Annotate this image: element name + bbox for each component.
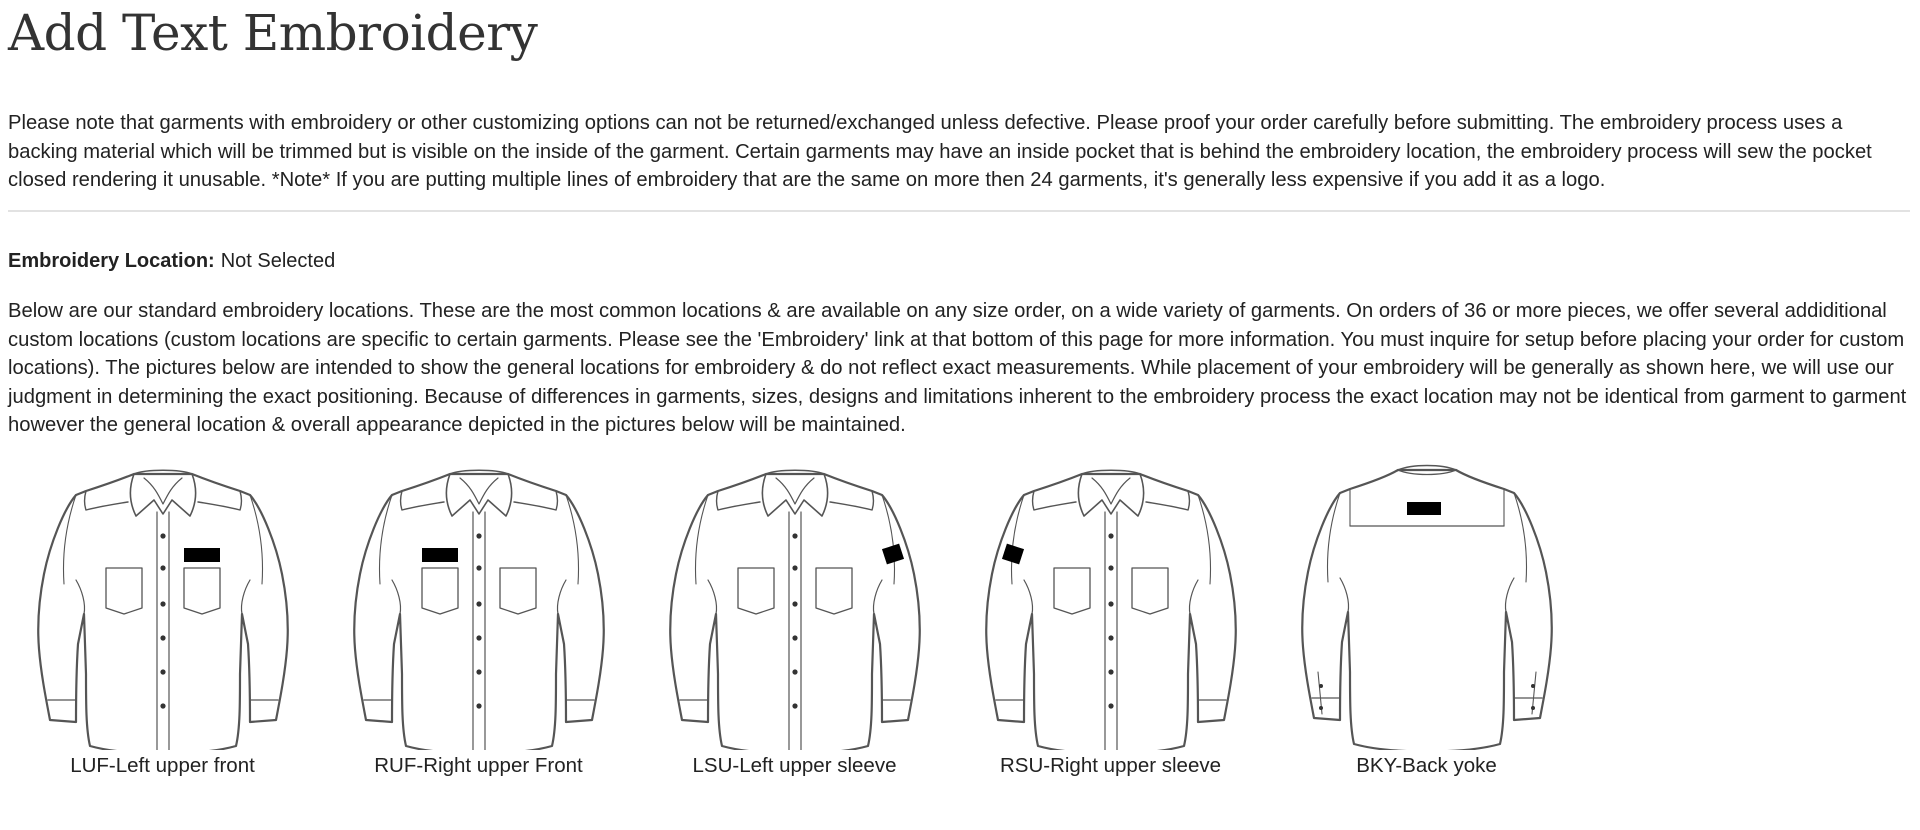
location-option-lsu[interactable]	[632, 458, 957, 788]
location-option-label: LUF-Left upper front	[70, 754, 255, 777]
location-option-label: LSU-Left upper sleeve	[692, 754, 897, 777]
shirt-front-icon	[36, 464, 290, 750]
shirt-front-icon	[352, 464, 606, 750]
shirt-front-icon	[668, 464, 922, 750]
location-option-label: BKY-Back yoke	[1356, 754, 1497, 777]
divider	[8, 210, 1910, 212]
shirt-back-icon	[1300, 464, 1554, 750]
embroidery-location-row	[8, 250, 335, 273]
page-title: Add Text Embroidery	[8, 4, 538, 62]
location-option-rsu[interactable]	[948, 458, 1273, 788]
location-option-label: RSU-Right upper sleeve	[999, 754, 1222, 777]
location-option-label: RUF-Right upper Front	[374, 754, 583, 777]
location-options	[0, 458, 1920, 788]
location-option-luf[interactable]	[0, 458, 325, 788]
location-option-ruf[interactable]	[316, 458, 641, 788]
embroidery-location-value: Not Selected	[220, 250, 336, 272]
shirt-front-icon	[984, 464, 1238, 750]
locations-description: Below are our standard embroidery locations. These are the most common locations & are available on any size order, on a wide variety of garments. On orders of 36 or more pieces, we offer several addiditional custom locations (custom locations are specific to certain garments. Please see the 'Embroidery' link at that bottom of this page for more information. You must inquire for setup before placing your order for custom locations). The pictures below are intended to show the general locations for embroidery & do not reflect exact measurements. While placement of your embroidery will be generally as shown here, we will use our judgment in determining the exact positioning. Because of differences in garments, sizes, designs and limitations inherent to the embroidery process the exact location may not be identical from garment to garment however the general location & overall appearance depicted in the pictures below will be maintained.	[8, 300, 1907, 436]
returns-notice: Please note that garments with embroidery or other customizing options can not be returned/exchanged unless defective. Please proof your order carefully before submitting. The embroidery process uses a backing material which will be trimmed but is visible on the inside of the garment. Certain garments may have an inside pocket that is behind the embroidery location, the embroidery process will sew the pocket closed rendering it unusable. *Note* If you are putting multiple lines of embroidery that are the same on more then 24 garments, it's generally less expensive if you add it as a logo.	[8, 112, 1872, 191]
embroidery-location-label: Embroidery Location:	[8, 250, 215, 272]
location-option-bky[interactable]	[1264, 458, 1589, 788]
